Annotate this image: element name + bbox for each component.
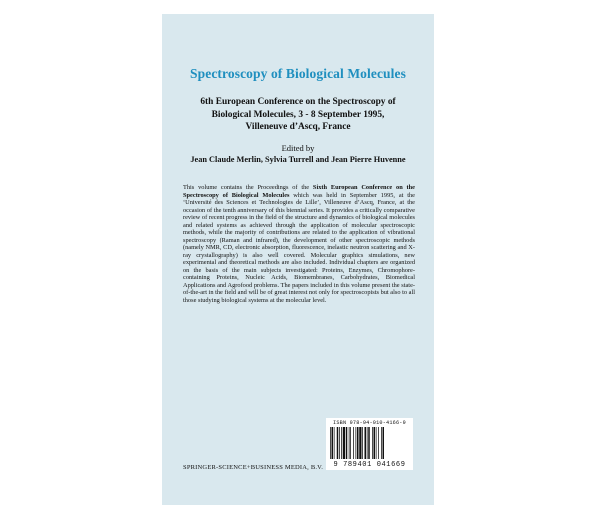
barcode-number: 9 789401 041669: [333, 461, 406, 469]
editors-names: Jean Claude Merlin, Sylvia Turrell and Jean Pierre Huvenne: [190, 155, 406, 164]
abstract-part-2: which was held in September 1995, at the ‘Université des Sciences et Technologies de Lille’, Villeneuve d’Ascq, France, at the occasion of the tenth anniversary of this biennial series. It provides a critically comparative review of recent progress in the field of the structure and dynamics of biological molecules and related systems as achieved through the application of molecular spectroscopic methods, while the majority of contributions are related to the application of vibrational spectroscopy (Raman and infrared), the development of other spectroscopic methods (namely NMR, CD, electronic absorption, fluorescence, inelastic neutron scattering and X-ray crystallography) is also well covered. Molecular graphics simulations, new experimental and theoretical methods are also included. Individual chapters are organized on the basis of the main subjects investigated: Proteins, Enzymes, Chromophore-containing Proteins, Nucleic Acids, Biomembranes, Carbohydrates, Biomedical Applications and Agrofood problems. The papers included in this volume present the state-of-the-art in the field and will be of great interest not only for spectroscopists but also to all those studying biological systems at the molecular level.: [183, 191, 415, 304]
book-title: Spectroscopy of Biological Molecules: [190, 66, 406, 81]
subtitle-line: 6th European Conference on the Spectroscopy of: [200, 97, 396, 107]
publisher-name: SPRINGER-SCIENCE+BUSINESS MEDIA, B.V.: [183, 464, 324, 471]
abstract-bold-conference: Sixth European Conference on the Spectroscopy of Biological Molecules: [183, 184, 415, 199]
barcode-box: [326, 418, 413, 470]
editors-block: [162, 143, 434, 165]
subtitle-line: Biological Molecules, 3 - 8 September 1995,: [211, 109, 385, 120]
subtitle-line: Villeneuve d’Ascq, France: [245, 122, 351, 132]
abstract-part-1: This volume contains the Proceedings of the: [183, 184, 313, 191]
barcode-icon: [330, 427, 410, 459]
conference-subtitle: [162, 96, 434, 134]
abstract-text: [183, 184, 415, 304]
book-back-cover: [162, 14, 434, 505]
isbn-label: ISBN 978-94-010-4166-9: [333, 420, 406, 426]
edited-by-label: Edited by: [281, 143, 315, 153]
